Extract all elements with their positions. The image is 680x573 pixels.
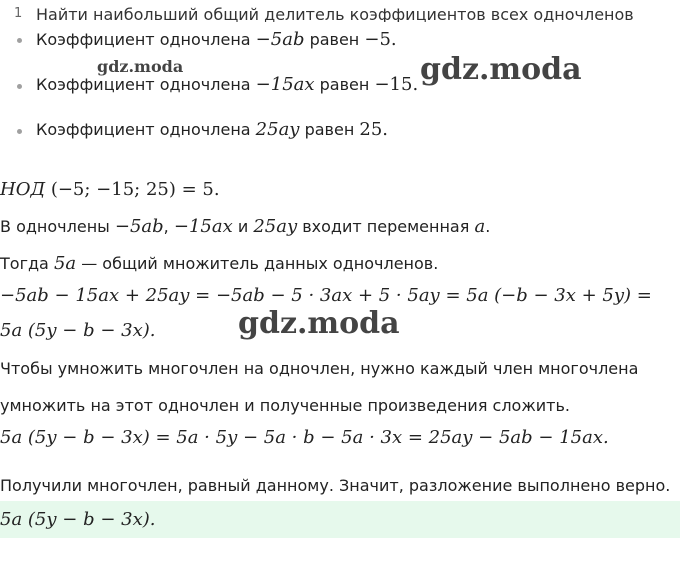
variable-line-prefix: В одночлены (0, 217, 110, 236)
variable-line-suffix: входит переменная (302, 217, 470, 236)
watermark-logo-small: gdz.moda (97, 57, 184, 76)
gcd-label: НОД (0, 179, 46, 200)
list-item-end: . (382, 119, 389, 140)
conjunction: и (237, 217, 249, 236)
list-item (36, 74, 418, 95)
list-item-end: . (412, 74, 419, 95)
list-item-text: Коэффициент одночлена (36, 120, 251, 139)
monomial: −5ab (255, 29, 305, 50)
watermark-logo: gdz.moda (238, 306, 400, 341)
variable: a (474, 216, 486, 237)
bullet-dot (17, 129, 22, 134)
gcd-line (0, 179, 220, 200)
monomial: −15ax (255, 74, 315, 95)
monomial: 25ay (255, 119, 300, 140)
header-number: 1 (14, 6, 23, 21)
list-item-mid: равен (319, 75, 370, 94)
watermark-logo: gdz.moda (420, 52, 582, 87)
bullet-dot (17, 38, 22, 43)
common-factor: 5a (53, 253, 77, 274)
monomial: −15ax (173, 216, 233, 237)
list-item (36, 119, 388, 140)
factoring-equation-line2: 5a (5y − b − 3x). (0, 320, 156, 341)
variable-line-end: . (485, 217, 491, 236)
factor-line-prefix: Тогда (0, 254, 49, 273)
header-cutoff (0, 0, 680, 22)
rule-text-line1: Чтобы умножить многочлен на одночлен, нужно каждый член многочлена (0, 359, 639, 378)
separator: , (163, 217, 169, 236)
rule-text-line2: умножить на этот одночлен и полученные произведения сложить. (0, 396, 570, 415)
answer-expression: 5a (5y − b − 3x). (0, 509, 156, 530)
list-item-text: Коэффициент одночлена (36, 30, 251, 49)
factor-line-suffix: — общий множитель данных одночленов. (81, 254, 439, 273)
header-text: Найти наибольший общий делитель коэффициентов всех одночленов (36, 5, 634, 22)
coefficient-value: 25 (359, 119, 383, 140)
coefficient-value: −15 (374, 74, 413, 95)
list-item-text: Коэффициент одночлена (36, 75, 251, 94)
list-item-mid: равен (304, 120, 355, 139)
variable-line (0, 216, 490, 237)
gcd-expression: (−5; −15; 25) = 5. (50, 179, 220, 200)
answer-box (0, 501, 680, 538)
coefficient-value: −5 (364, 29, 391, 50)
bullet-dot (17, 84, 22, 89)
monomial: −5ab (114, 216, 164, 237)
factor-line (0, 253, 438, 274)
monomial: 25ay (253, 216, 298, 237)
list-item-end: . (390, 29, 397, 50)
conclusion-text: Получили многочлен, равный данному. Значит, разложение выполнено верно. (0, 476, 671, 495)
list-item (36, 29, 397, 50)
factoring-equation-line1: −5ab − 15ax + 25ay = −5ab − 5 · 3ax + 5 · 5ay = 5a (−b − 3x + 5y) = (0, 285, 652, 306)
list-item-mid: равен (309, 30, 360, 49)
check-equation: 5a (5y − b − 3x) = 5a · 5y − 5a · b − 5a · 3x = 25ay − 5ab − 15ax. (0, 427, 609, 448)
